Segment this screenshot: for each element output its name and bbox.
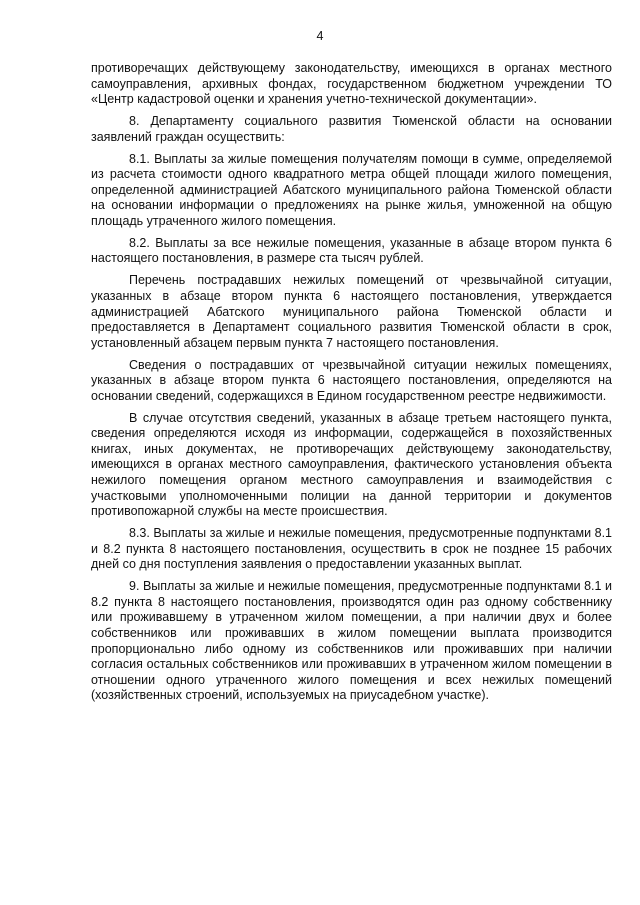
paragraph-nonresidential-list: Перечень пострадавших нежилых помещений от чрезвычайной ситуации, указанных в абзаце втором пункта 6 настоящего постановления, утверждается администрацией Абатского муниципального района Тюменской области и предоставляется в Департамент социального развития Тюменской области в срок, установленный абзацем первым пункта 7 настоящего постановления. — [91, 273, 612, 350]
paragraph-item-8-2: 8.2. Выплаты за все нежилые помещения, указанные в абзаце втором пункта 6 настоящего постановления, в размере ста тысяч рублей. — [91, 235, 612, 266]
paragraph-nonresidential-info: Сведения о пострадавших от чрезвычайной ситуации нежилых помещениях, указанных в абзаце втором пункта 6 настоящего постановления, определяются на основании сведений, содержащихся в Едином государственном реестре недвижимости. — [91, 357, 612, 403]
paragraph-item-8-1: 8.1. Выплаты за жилые помещения получателям помощи в сумме, определяемой из расчета стоимости одного квадратного метра общей площади жилого помещения, определенной администрацией Абатского муниципального района Тюменской области на основании информации о предложениях на рынке жилья, умноженной на общую площадь утраченного жилого помещения. — [91, 151, 612, 228]
paragraph-item-9: 9. Выплаты за жилые и нежилые помещения, предусмотренные подпунктами 8.1 и 8.2 пункта 8 настоящего постановления, производятся один раз одному собственнику или проживавшему в утраченном жилом помещении, а при наличии двух и более собственников или проживавших в жилом помещении выплата производится пропорционально либо одному из собственников или проживавших при наличии согласия остальных собственников или проживавших в утраченном жилом помещении в отношении одного утраченного жилого помещения и всех нежилых помещений (хозяйственных строений, используемых на приусадебном участке). — [91, 579, 612, 703]
paragraph-continuation: противоречащих действующему законодательству, имеющихся в органах местного самоуправления, архивных фондах, государственном бюджетном учреждении ТО «Центр кадастровой оценки и хранения учетно-технической документации». — [91, 61, 612, 107]
page-number: 4 — [316, 29, 324, 43]
paragraph-item-8-3: 8.3. Выплаты за жилые и нежилые помещения, предусмотренные подпунктами 8.1 и 8.2 пункта 8 настоящего постановления, осуществить в срок не позднее 15 рабочих дней со дня поступления заявления о предоставлении указанных выплат. — [91, 526, 612, 572]
document-body — [91, 61, 612, 710]
paragraph-item-8: 8. Департаменту социального развития Тюменской области на основании заявлений граждан осуществить: — [91, 114, 612, 144]
paragraph-absence-of-info: В случае отсутствия сведений, указанных в абзаце третьем настоящего пункта, сведения определяются исходя из информации, содержащейся в похозяйственных книгах, иных документах, не противоречащих действующему законодательству, имеющихся в органах местного самоуправления, фактического установления объекта нежилого помещения органом местного самоуправления и взаимодействия с участковыми уполномоченными полиции на данной территории и документов противопожарной службы на месте происшествия. — [91, 410, 612, 519]
